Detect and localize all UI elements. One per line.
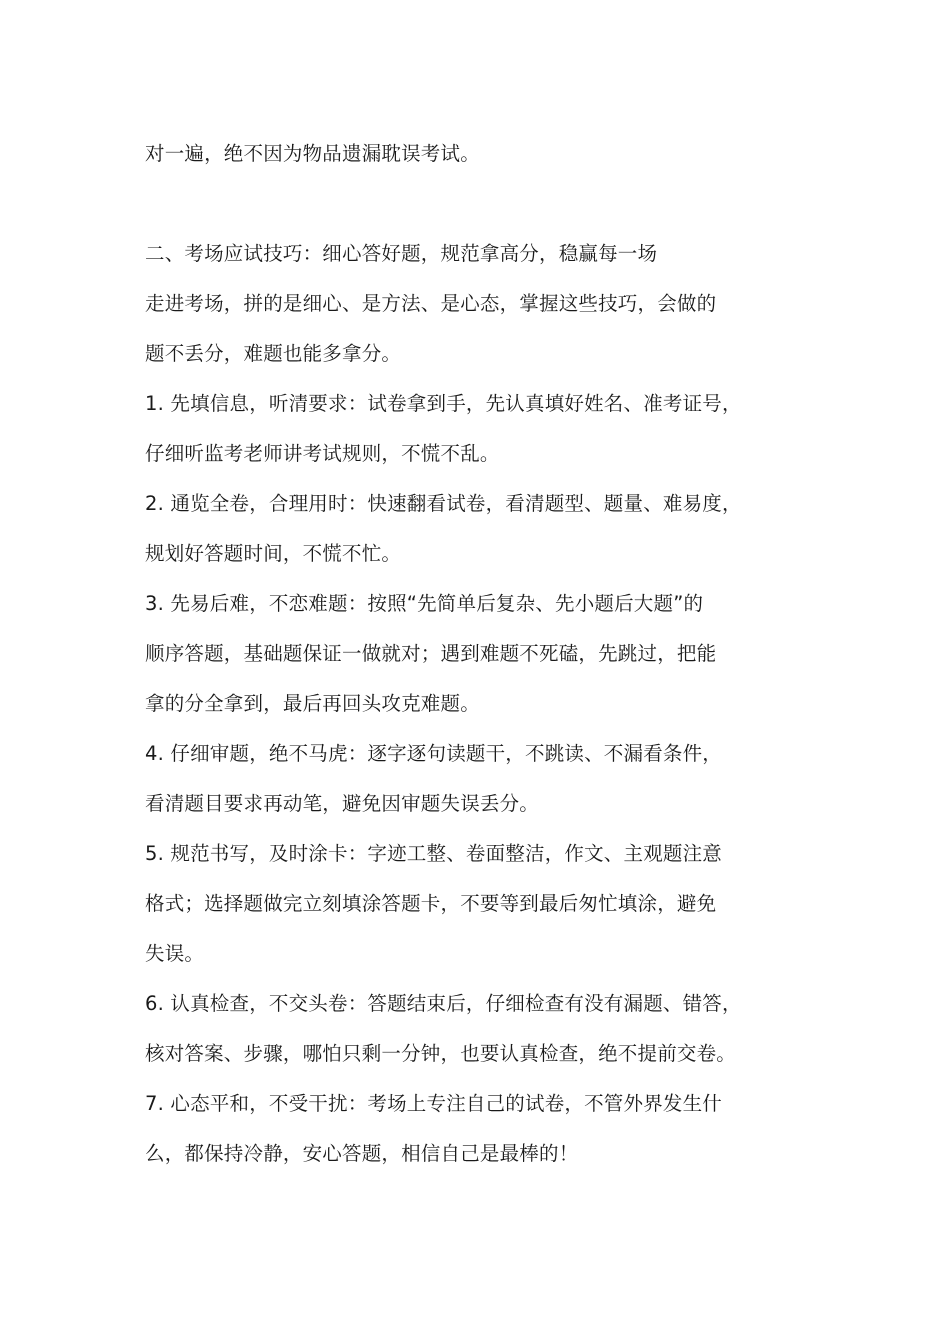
tip-7-line: 么，都保持冷静，安心答题，相信自己是最棒的！ <box>145 1142 579 1165</box>
tip-3-line: 拿的分全拿到，最后再回头攻克难题。 <box>145 692 480 715</box>
continuation-paragraph <box>145 129 845 179</box>
tip-6-line: 核对答案、步骤，哪怕只剩一分钟，也要认真检查，绝不提前交卷。 <box>145 1042 737 1065</box>
tip-5-line: 失误。 <box>145 942 205 965</box>
tip-5-line: 5. 规范书写，及时涂卡：字迹工整、卷面整洁，作文、主观题注意 <box>145 842 723 865</box>
section-heading: 二、考场应试技巧：细心答好题，规范拿高分，稳赢每一场 <box>145 242 658 265</box>
intro-line: 题不丢分，难题也能多拿分。 <box>145 342 402 365</box>
tip-1-line: 1. 先填信息，听清要求：试卷拿到手，先认真填好姓名、准考证号， <box>145 392 742 415</box>
continuation-line: 对一遍，绝不因为物品遗漏耽误考试。 <box>145 142 480 165</box>
tip-2-line: 2. 通览全卷，合理用时：快速翻看试卷，看清题型、题量、难易度， <box>145 492 742 515</box>
tip-1-line: 仔细听监考老师讲考试规则，不慌不乱。 <box>145 442 500 465</box>
tip-2-line: 规划好答题时间，不慌不忙。 <box>145 542 402 565</box>
intro-line: 走进考场，拼的是细心、是方法、是心态，掌握这些技巧，会做的 <box>145 292 717 315</box>
tip-5-line: 格式；选择题做完立刻填涂答题卡，不要等到最后匆忙填涂，避免 <box>145 892 717 915</box>
section-exam-tips <box>145 229 845 1179</box>
tip-4-line: 4. 仔细审题，绝不马虎：逐字逐句读题干，不跳读、不漏看条件， <box>145 742 723 765</box>
tip-3-line: 3. 先易后难，不恋难题：按照“先简单后复杂、先小题后大题”的 <box>145 592 704 615</box>
tip-6-line: 6. 认真检查，不交头卷：答题结束后，仔细检查有没有漏题、错答， <box>145 992 742 1015</box>
tip-3-line: 顺序答题，基础题保证一做就对；遇到难题不死磕，先跳过，把能 <box>145 642 717 665</box>
tip-4-line: 看清题目要求再动笔，避免因审题失误丢分。 <box>145 792 540 815</box>
tip-7-line: 7. 心态平和，不受干扰：考场上专注自己的试卷，不管外界发生什 <box>145 1092 723 1115</box>
